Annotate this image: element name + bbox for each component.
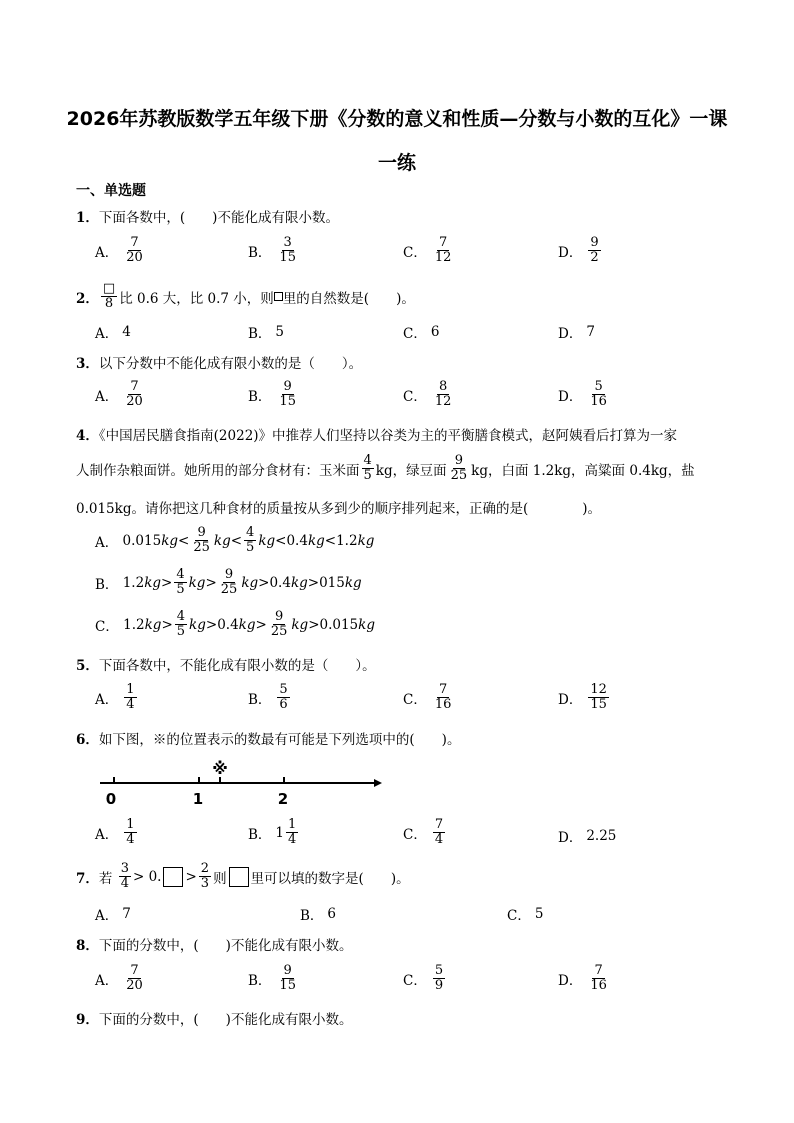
tick-label-2: 2 — [277, 790, 289, 808]
section-heading: 一、单选题 — [76, 183, 146, 199]
q2-option-b[interactable]: B． 5 — [248, 324, 285, 342]
q6-option-c[interactable]: C． $\frac{7}{4}$ — [403, 817, 444, 847]
q6-option-d[interactable]: D． 2.25 — [558, 828, 617, 846]
q8-option-c[interactable]: C． $\frac{5}{9}$ — [403, 963, 444, 993]
q1-option-b[interactable]: B． $\frac{3}{15}$ — [248, 235, 296, 265]
q5-option-d[interactable]: D． $\frac{12}{15}$ — [558, 682, 607, 712]
q3-option-b[interactable]: B． $\frac{9}{15}$ — [248, 379, 296, 409]
q4-option-c[interactable]: C． 1.2 kg > $\frac{4}{5}$ kg > 0.4 kg > $\frac{9}{25}$ kg > 0.015 kg — [95, 609, 375, 639]
number-line — [90, 756, 390, 808]
q2-option-c[interactable]: C． 6 — [403, 324, 440, 342]
q5-option-b[interactable]: B． $\frac{5}{6}$ — [248, 682, 288, 712]
q3-option-d[interactable]: D． $\frac{5}{16}$ — [558, 379, 607, 409]
question-8: 8．下面的分数中，( )不能化成有限小数。 — [76, 938, 353, 954]
question-4-line2: 人制作杂粮面饼。她所用的部分食材有：玉米面 $\frac{4}{5}$ kg，绿豆面 $\frac{9}{25}$ kg，白面 1.2kg，高粱面 0.4kg，盐 — [76, 453, 695, 483]
blank-box — [274, 292, 283, 301]
q3-option-a[interactable]: A． $\frac{7}{20}$ — [95, 379, 143, 409]
q5-option-a[interactable]: A． $\frac{1}{4}$ — [95, 682, 135, 712]
q6-option-b[interactable]: B． 1 $\frac{1}{4}$ — [248, 817, 297, 847]
question-1: 1．下面各数中，( )不能化成有限小数。 — [76, 210, 339, 226]
q7-option-a[interactable]: A． 7 — [95, 906, 131, 924]
q8-option-d[interactable]: D． $\frac{7}{16}$ — [558, 963, 607, 993]
q4-option-a[interactable]: A． 0.015 kg < $\frac{9}{25}$ kg < $\frac{4}{5}$ kg < 0.4 kg < 1.2 kg — [95, 525, 375, 555]
answer-box-2[interactable] — [229, 867, 249, 887]
q7-option-b[interactable]: B． 6 — [300, 906, 337, 924]
q5-option-c[interactable]: C． $\frac{7}{16}$ — [403, 682, 452, 712]
answer-box-1[interactable] — [163, 867, 183, 887]
reference-mark: ※ — [212, 759, 228, 778]
question-9: 9．下面的分数中，( )不能化成有限小数。 — [76, 1012, 353, 1028]
question-5: 5．下面各数中，不能化成有限小数的是（ ）。 — [76, 658, 376, 674]
q1-option-d[interactable]: D． $\frac{9}{2}$ — [558, 235, 599, 265]
question-6: 6．如下图，※的位置表示的数最有可能是下列选项中的( )。 — [76, 732, 461, 748]
page-title: 2026年苏教版数学五年级下册《分数的意义和性质—分数与小数的互化》一课 — [66, 108, 728, 130]
number-line-arrow — [374, 779, 382, 787]
q8-option-b[interactable]: B． $\frac{9}{15}$ — [248, 963, 296, 993]
q3-option-c[interactable]: C． $\frac{8}{12}$ — [403, 379, 452, 409]
q4-option-b[interactable]: B． 1.2 kg > $\frac{4}{5}$ kg > $\frac{9}{25}$ kg > 0.4 kg > 015 kg — [95, 567, 362, 597]
q6-option-a[interactable]: A． $\frac{1}{4}$ — [95, 817, 135, 847]
tick-label-1: 1 — [192, 790, 204, 808]
question-4-line1: 4．《中国居民膳食指南(2022)》中推荐人们坚持以谷类为主的平衡膳食模式，赵阿姨看后打算为一家 — [76, 428, 678, 444]
page-title-line2: 一练 — [377, 152, 416, 174]
q1-option-a[interactable]: A． $\frac{7}{20}$ — [95, 235, 143, 265]
q8-option-a[interactable]: A． $\frac{7}{20}$ — [95, 963, 143, 993]
question-7: 7． 若 $\frac{3}{4}$ > 0. > $\frac{2}{3}$ 则 里可以填的数字是( )。 — [76, 861, 410, 891]
q1-option-c[interactable]: C． $\frac{7}{12}$ — [403, 235, 452, 265]
question-3: 3．以下分数中不能化成有限小数的是（ ）。 — [76, 356, 363, 372]
q7-option-c[interactable]: C． 5 — [507, 906, 544, 924]
tick-label-0: 0 — [105, 790, 117, 808]
q2-option-a[interactable]: A． 4 — [95, 324, 131, 342]
question-4-line3: 0.015kg。请你把这几种食材的质量按从多到少的顺序排列起来，正确的是( )。 — [76, 501, 602, 517]
question-2: 2． $\frac{□}{8}$ 比 0.6 大，比 0.7 小，则 里的自然数是( )。 — [76, 281, 415, 311]
q2-option-d[interactable]: D． 7 — [558, 324, 595, 342]
